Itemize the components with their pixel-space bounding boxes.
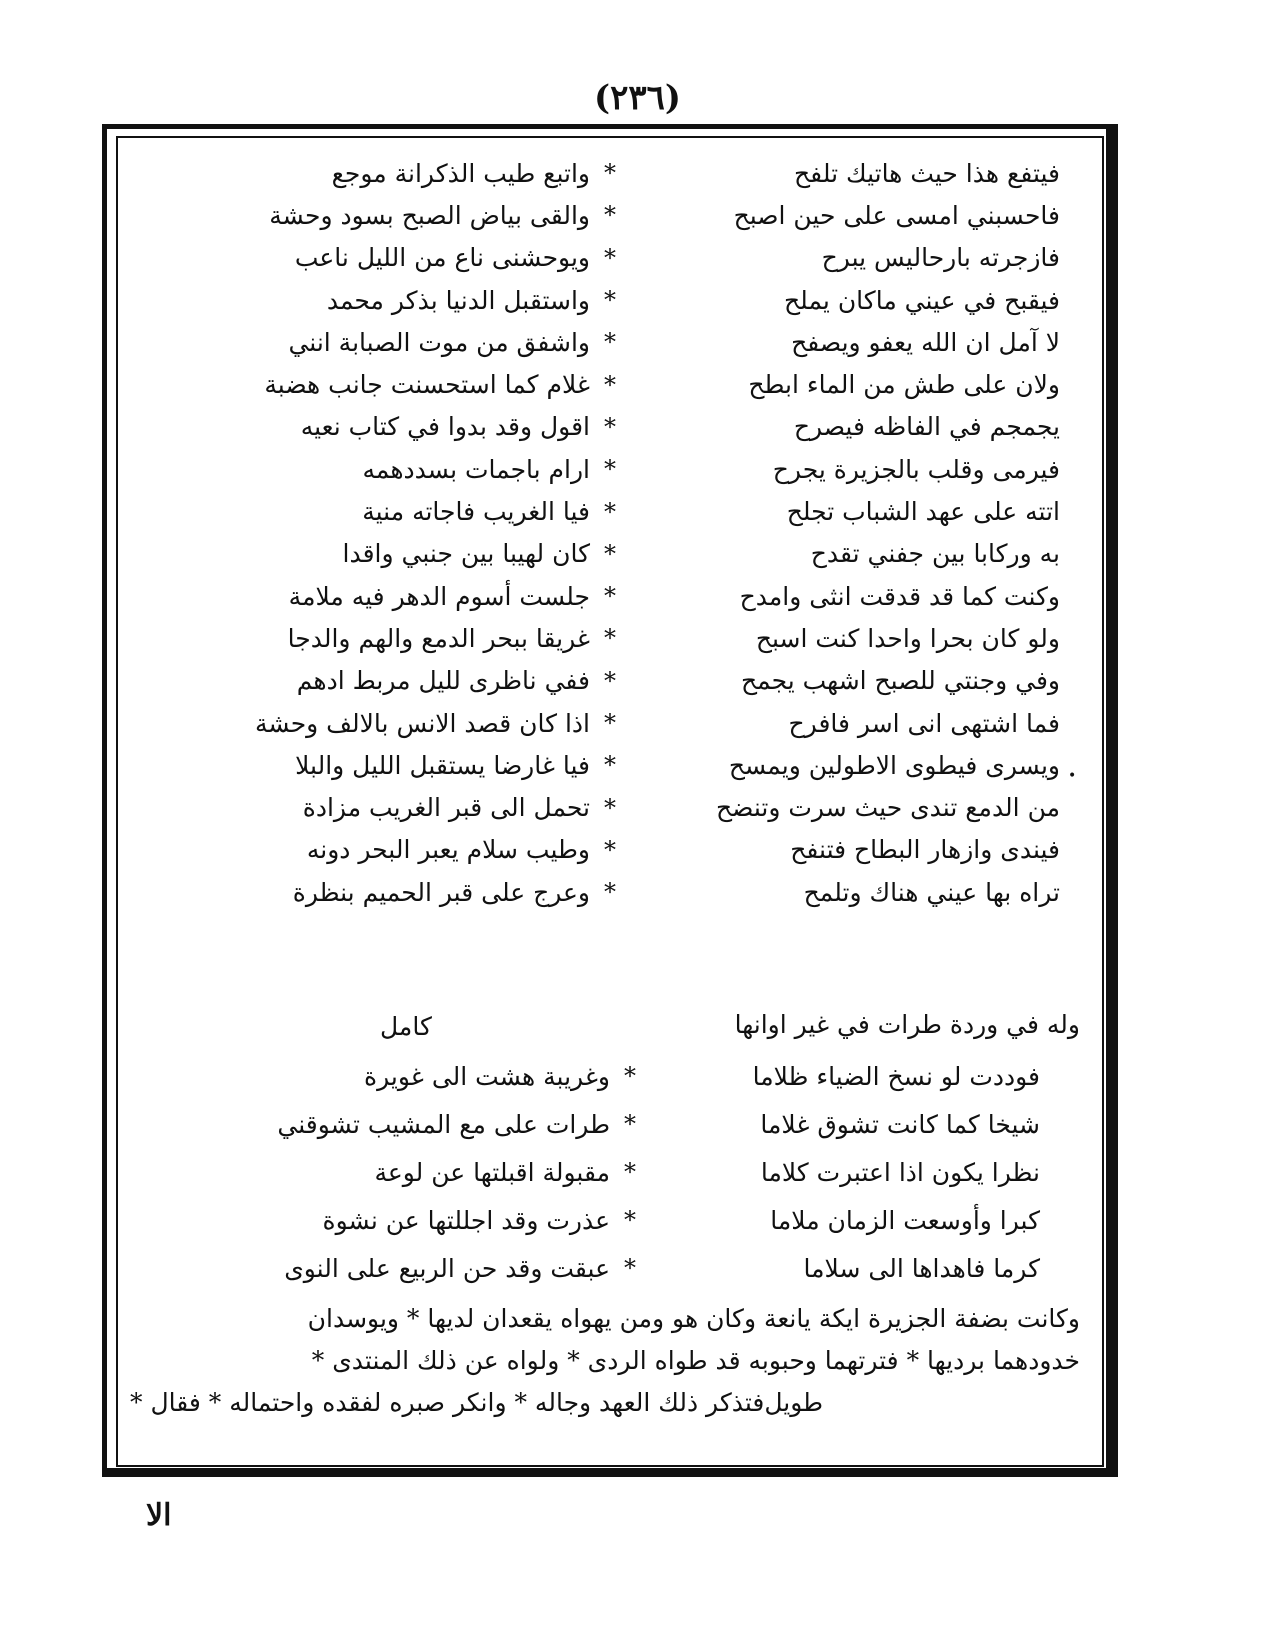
verse-separator: * <box>604 370 616 399</box>
verse-separator: * <box>624 1110 636 1138</box>
hemistich-second: ولو كان بحرا واحدا كنت اسبح <box>755 623 1060 653</box>
verse-separator: * <box>604 709 616 737</box>
hemistich-first: فيا غارضا يستقبل الليل والبلا <box>295 750 590 780</box>
verse-separator: * <box>604 328 616 357</box>
verse-separator: * <box>604 751 616 780</box>
hemistich-first: وغريبة هشت الى غويرة <box>364 1061 610 1091</box>
hemistich-second: لا آمل ان الله يعفو ويصفح <box>791 327 1060 357</box>
verse-separator: * <box>604 159 616 188</box>
poem-verses-part2 <box>200 1052 1040 1292</box>
prose-line-last <box>130 1382 1080 1424</box>
verse-line <box>200 1100 1040 1148</box>
verse-separator: * <box>604 835 616 864</box>
verse-separator: * <box>604 286 616 315</box>
hemistich-second: فوددت لو نسخ الضياء ظلاما <box>752 1061 1040 1091</box>
verse-line <box>180 279 1060 321</box>
verse-separator: * <box>604 666 616 695</box>
page-number: (٢٣٦) <box>594 78 681 118</box>
verse-line <box>180 702 1060 744</box>
verse-line <box>180 237 1060 279</box>
hemistich-second: اتته على عهد الشباب تجلح <box>786 497 1060 527</box>
hemistich-first: مقبولة اقبلتها عن لوعة <box>374 1157 610 1187</box>
hemistich-first: اذا كان قصد الانس بالالف وحشة <box>255 708 590 738</box>
hemistich-second: فيندى وازهار البطاح فتنفح <box>790 835 1060 865</box>
poem-verses-part1 <box>180 152 1060 913</box>
hemistich-second: كبرا وأوسعت الزمان ملاما <box>770 1205 1040 1235</box>
hemistich-first: طرات على مع المشيب تشوقني <box>277 1109 610 1139</box>
hemistich-second: وكنت كما قد قدقت انثى وامدح <box>739 581 1060 611</box>
hemistich-first: غريقا ببحر الدمع والهم والدجا <box>287 623 590 653</box>
hemistich-second: ولان على طش من الماء ابطح <box>748 370 1060 400</box>
margin-dot: • <box>1068 768 1077 784</box>
hemistich-second: وفي وجنتي للصبح اشهب يجمح <box>740 666 1060 696</box>
hemistich-second: فما اشتهى انى اسر فافرح <box>788 708 1060 738</box>
verse-line <box>200 1148 1040 1196</box>
hemistich-first: واستقبل الدنيا بذكر محمد <box>326 285 590 315</box>
verse-line <box>180 871 1060 913</box>
hemistich-second: فيتفع هذا حيث هاتيك تلفح <box>794 158 1060 188</box>
verse-separator: * <box>604 793 616 822</box>
hemistich-second: شيخا كما كانت تشوق غلاما <box>760 1109 1040 1139</box>
hemistich-second: كرما فاهداها الى سلاما <box>803 1253 1040 1283</box>
verse-line <box>180 321 1060 363</box>
verse-line <box>180 786 1060 828</box>
hemistich-second: فيقبح في عيني ماكان يملح <box>784 285 1060 315</box>
verse-line <box>180 660 1060 702</box>
verse-separator: * <box>604 412 616 441</box>
verse-separator: * <box>624 1062 636 1090</box>
hemistich-first: ارام باجمات بسددهمه <box>362 454 590 484</box>
section-meter: كامل <box>380 1012 432 1041</box>
verse-separator: * <box>604 201 616 230</box>
verse-line <box>180 363 1060 405</box>
hemistich-first: وطيب سلام يعبر البحر دونه <box>306 835 590 865</box>
hemistich-first: فيا الغريب فاجاته منية <box>362 497 590 527</box>
verse-separator: * <box>604 497 616 526</box>
prose-line: خدودهما برديها * فترتهما وحبوبه قد طواه الردى * ولواه عن ذلك المنتدى * <box>311 1346 1080 1375</box>
section-intro: وله في وردة طرات في غير اوانها <box>734 1010 1080 1039</box>
prose-line-text: فتذكر ذلك العهد وجاله * وانكر صبره لفقده واحتماله * فقال * <box>130 1388 765 1417</box>
verse-line <box>180 829 1060 871</box>
hemistich-first: وعرج على قبر الحميم بنظرة <box>292 877 590 907</box>
verse-line <box>180 152 1060 194</box>
hemistich-second: فازجرته بارحاليس يبرح <box>821 243 1060 273</box>
hemistich-first: واتبع طيب الذكرانة موجع <box>331 158 590 188</box>
hemistich-first: جلست أسوم الدهر فيه ملامة <box>288 581 590 611</box>
catchword: الا <box>146 1498 172 1533</box>
hemistich-second: تراه بها عيني هناك وتلمح <box>803 877 1060 907</box>
hemistich-first: اقول وقد بدوا في كتاب نعيه <box>300 412 590 442</box>
verse-separator: * <box>604 878 616 907</box>
hemistich-second: به وركابا بين جفني تقدح <box>810 539 1060 569</box>
hemistich-first: عذرت وقد اجللتها عن نشوة <box>322 1205 610 1235</box>
prose-block <box>130 1298 1080 1424</box>
verse-line <box>180 194 1060 236</box>
hemistich-second: فاحسبني امسى على حين اصبح <box>733 200 1060 230</box>
hemistich-first: ويوحشنى ناع من الليل ناعب <box>294 243 590 273</box>
verse-line <box>200 1196 1040 1244</box>
prose-meter: طويل <box>764 1388 824 1417</box>
prose-line: وكانت بضفة الجزيرة ايكة يانعة وكان هو ومن يهواه يقعدان لديها * ويوسدان <box>307 1304 1080 1333</box>
verse-separator: * <box>624 1254 636 1282</box>
verse-line <box>180 744 1060 786</box>
hemistich-first: غلام كما استحسنت جانب هضبة <box>264 370 590 400</box>
verse-separator: * <box>604 243 616 272</box>
hemistich-second: نظرا يكون اذا اعتبرت كلاما <box>760 1157 1040 1187</box>
hemistich-second: فيرمى وقلب بالجزيرة يجرح <box>772 454 1060 484</box>
hemistich-second: ويسرى فيطوى الاطولين ويمسح <box>728 750 1060 780</box>
verse-line <box>180 617 1060 659</box>
verse-line <box>180 575 1060 617</box>
hemistich-first: ففي ناظرى لليل مربط ادهم <box>296 666 590 696</box>
verse-separator: * <box>604 539 616 568</box>
hemistich-first: والقى بياض الصبح بسود وحشة <box>269 200 590 230</box>
verse-separator: * <box>604 624 616 653</box>
verse-separator: * <box>604 455 616 484</box>
verse-line <box>200 1052 1040 1100</box>
verse-separator: * <box>624 1206 636 1234</box>
hemistich-second: يجمجم في الفاظه فيصرح <box>793 412 1060 442</box>
verse-line <box>180 406 1060 448</box>
verse-separator: * <box>624 1158 636 1186</box>
hemistich-second: من الدمع تندى حيث سرت وتنضح <box>716 793 1060 823</box>
hemistich-first: عبقت وقد حن الربيع على النوى <box>284 1253 610 1283</box>
verse-line <box>200 1244 1040 1292</box>
verse-line <box>180 448 1060 490</box>
verse-line <box>180 533 1060 575</box>
verse-separator: * <box>604 582 616 611</box>
hemistich-first: كان لهيبا بين جنبي واقدا <box>342 539 590 569</box>
hemistich-first: واشفق من موت الصبابة انني <box>288 327 590 357</box>
hemistich-first: تحمل الى قبر الغريب مزادة <box>302 793 590 823</box>
verse-line <box>180 490 1060 532</box>
